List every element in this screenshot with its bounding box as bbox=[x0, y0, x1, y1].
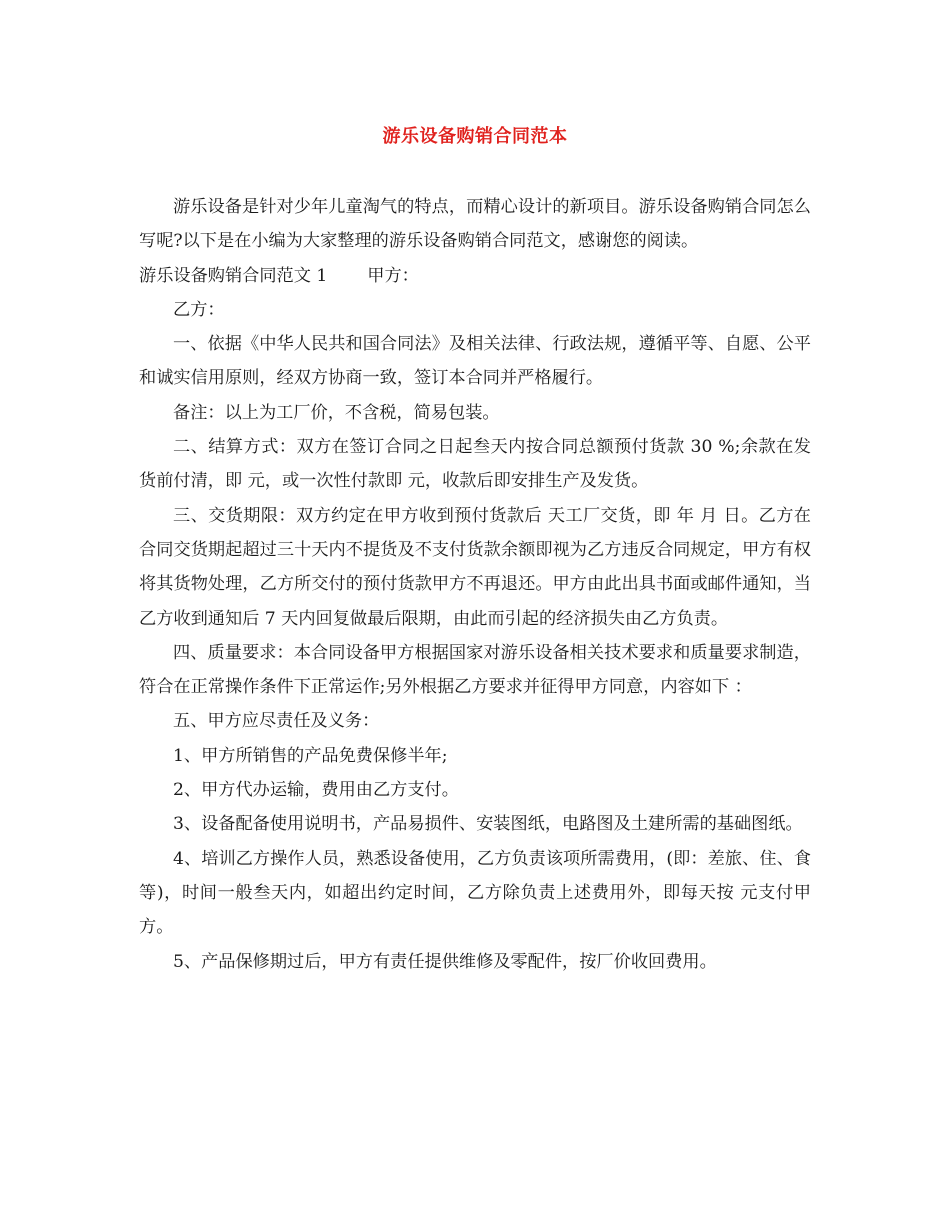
clause-5-item-1: 1、甲方所销售的产品免费保修半年; bbox=[173, 745, 448, 766]
sample-heading-line bbox=[139, 259, 811, 293]
clause-1: 一、依据《中华人民共和国合同法》及相关法律、行政法规，遵循平等、自愿、公平和诚实信用原则，经双方协商一致，签订本合同并严格履行。 bbox=[139, 334, 811, 389]
clause-5-item-5: 5、产品保修期过后，甲方有责任提供维修及零配件，按厂价收回费用。 bbox=[173, 951, 717, 972]
party-b-label: 乙方： bbox=[173, 299, 225, 320]
clause-3-delivery: 三、交货期限：双方约定在甲方收到预付货款后 天工厂交货，即 年 月 日。乙方在合同交货期起超过三十天内不提货及不支付货款余额即视为乙方违反合同规定，甲方有权将其货物处理，乙方所交付的预付货款甲方不再退还。甲方由此出具书面或邮件通知，当乙方收到通知后 7 天内回复做最后限期，由此而引起的经济损失由乙方负责。 bbox=[139, 505, 811, 629]
clause-5-item-2: 2、甲方代办运输，费用由乙方支付。 bbox=[173, 780, 459, 801]
document-body bbox=[139, 190, 811, 979]
document-title: 游乐设备购销合同范本 bbox=[382, 126, 568, 147]
clause-5-item-3: 3、设备配备使用说明书，产品易损件、安装图纸，电路图及土建所需的基础图纸。 bbox=[173, 814, 803, 835]
clause-5-item-4: 4、培训乙方操作人员，熟悉设备使用，乙方负责该项所需费用，(即：差旅、住、食等)，时间一般叁天内，如超出约定时间，乙方除负责上述费用外，即每天按 元支付甲方。 bbox=[139, 848, 811, 938]
sample-heading: 游乐设备购销合同范文 1 bbox=[139, 265, 328, 286]
intro-paragraph: 游乐设备是针对少年儿童淘气的特点，而精心设计的新项目。游乐设备购销合同怎么写呢?以下是在小编为大家整理的游乐设备购销合同范文，感谢您的阅读。 bbox=[139, 197, 811, 252]
clause-4-quality: 四、质量要求：本合同设备甲方根据国家对游乐设备相关技术要求和质量要求制造，符合在正常操作条件下正常运作;另外根据乙方要求并征得甲方同意，内容如下 ： bbox=[139, 642, 811, 698]
party-a-label: 甲方： bbox=[367, 265, 419, 286]
clause-5-heading: 五、甲方应尽责任及义务： bbox=[173, 711, 380, 732]
note-paragraph: 备注：以上为工厂价，不含税，简易包装。 bbox=[173, 402, 500, 423]
clause-2-settlement: 二、结算方式：双方在签订合同之日起叁天内按合同总额预付货款 30 %;余款在发货前付清，即 元，或一次性付款即 元，收款后即安排生产及发货。 bbox=[139, 437, 811, 492]
